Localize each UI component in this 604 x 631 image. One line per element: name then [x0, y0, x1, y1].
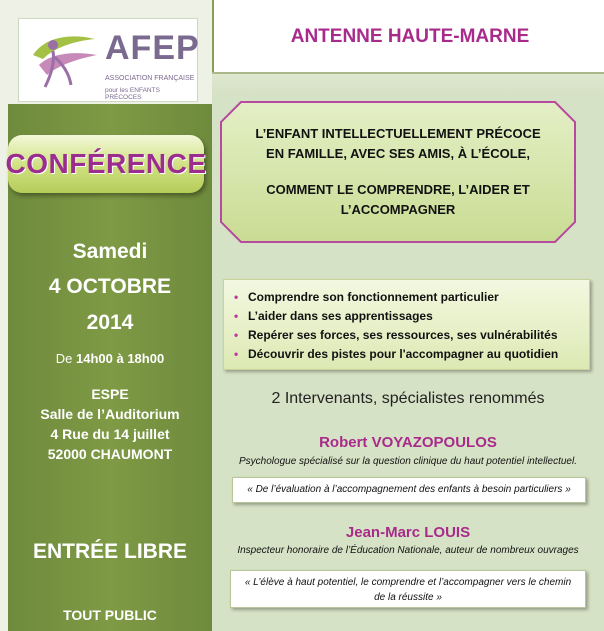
list-item [234, 307, 589, 326]
speakers-intro: 2 Intervenants, spécialistes renommés [271, 390, 545, 407]
free-entry: ENTRÉE LIBRE [32, 540, 187, 563]
talk-title-line: « L’élève à haut potentiel, le comprendre et l’accompagner vers le chemin [244, 577, 572, 588]
conference-banner [5, 135, 207, 193]
objectives-box [223, 279, 590, 370]
place-line: Salle de l’Auditorium [40, 406, 180, 422]
page-title: ANTENNE HAUTE-MARNE [290, 26, 530, 47]
objectives-list [224, 280, 589, 364]
header-divider [212, 72, 604, 92]
topic-line: EN FAMILLE, AVEC SES AMIS, À L’ÉCOLE, [266, 146, 530, 161]
bullet-icon: • [234, 309, 239, 323]
topic-line: L’ACCOMPAGNER [340, 202, 456, 217]
list-item-text: Découvrir des pistes pour l'accompagner au quotidien [248, 347, 559, 361]
talk-title [230, 570, 586, 608]
conference-label: CONFÉRENCE [5, 148, 207, 179]
topic-line: L’ENFANT INTELLECTUELLEMENT PRÉCOCE [255, 126, 541, 141]
bullet-icon: • [234, 328, 239, 342]
speaker-name: Jean-Marc LOUIS [345, 524, 471, 541]
bullet-icon: • [234, 347, 239, 361]
topic-line: COMMENT LE COMPRENDRE, L’AIDER ET [266, 182, 530, 197]
child-figure-icon [25, 25, 103, 95]
topic-text [231, 124, 565, 220]
event-year: 2014 [86, 311, 134, 334]
header [212, 0, 604, 72]
event-hours [8, 351, 212, 366]
logo-subtitle-2: pour les ENFANTS PRÉCOCES [105, 87, 160, 101]
bullet-icon: • [234, 290, 239, 304]
list-item [234, 345, 589, 364]
event-date: 4 OCTOBRE [48, 275, 172, 298]
event-day: Samedi [72, 240, 148, 263]
list-item [234, 326, 589, 345]
talk-title [232, 477, 586, 503]
place-line: ESPE [91, 386, 129, 402]
speaker-role: Inspecteur honoraire de l’Éducation Nationale, auteur de nombreux ouvrages [237, 545, 579, 556]
place-line: 4 Rue du 14 juillet [50, 426, 170, 442]
logo-subtitle: ASSOCIATION FRANÇAISE [105, 75, 195, 82]
logo-wordmark: AFEP [105, 29, 200, 67]
list-item-text: L’aider dans ses apprentissages [248, 309, 433, 323]
speaker-name: Robert VOYAZOPOULOS [319, 434, 497, 451]
talk-title-line: de la réussite » [374, 592, 442, 603]
hours-range: 14h00 à 18h00 [76, 351, 165, 366]
talk-title-text: « De l’évaluation à l’accompagnement des enfants à besoin particuliers » [247, 484, 571, 495]
audience: TOUT PUBLIC [63, 607, 157, 623]
topic-box [219, 100, 577, 244]
list-item-text: Repérer ses forces, ses ressources, ses vulnérabilités [248, 328, 558, 342]
speaker-role: Psychologue spécialisé sur la question clinique du haut potentiel intellectuel. [239, 456, 577, 467]
event-place [8, 384, 212, 464]
hours-prefix: De [55, 351, 77, 366]
list-item [234, 288, 589, 307]
afep-logo [18, 18, 198, 102]
list-item-text: Comprendre son fonctionnement particulier [248, 290, 499, 304]
place-line: 52000 CHAUMONT [47, 446, 173, 462]
